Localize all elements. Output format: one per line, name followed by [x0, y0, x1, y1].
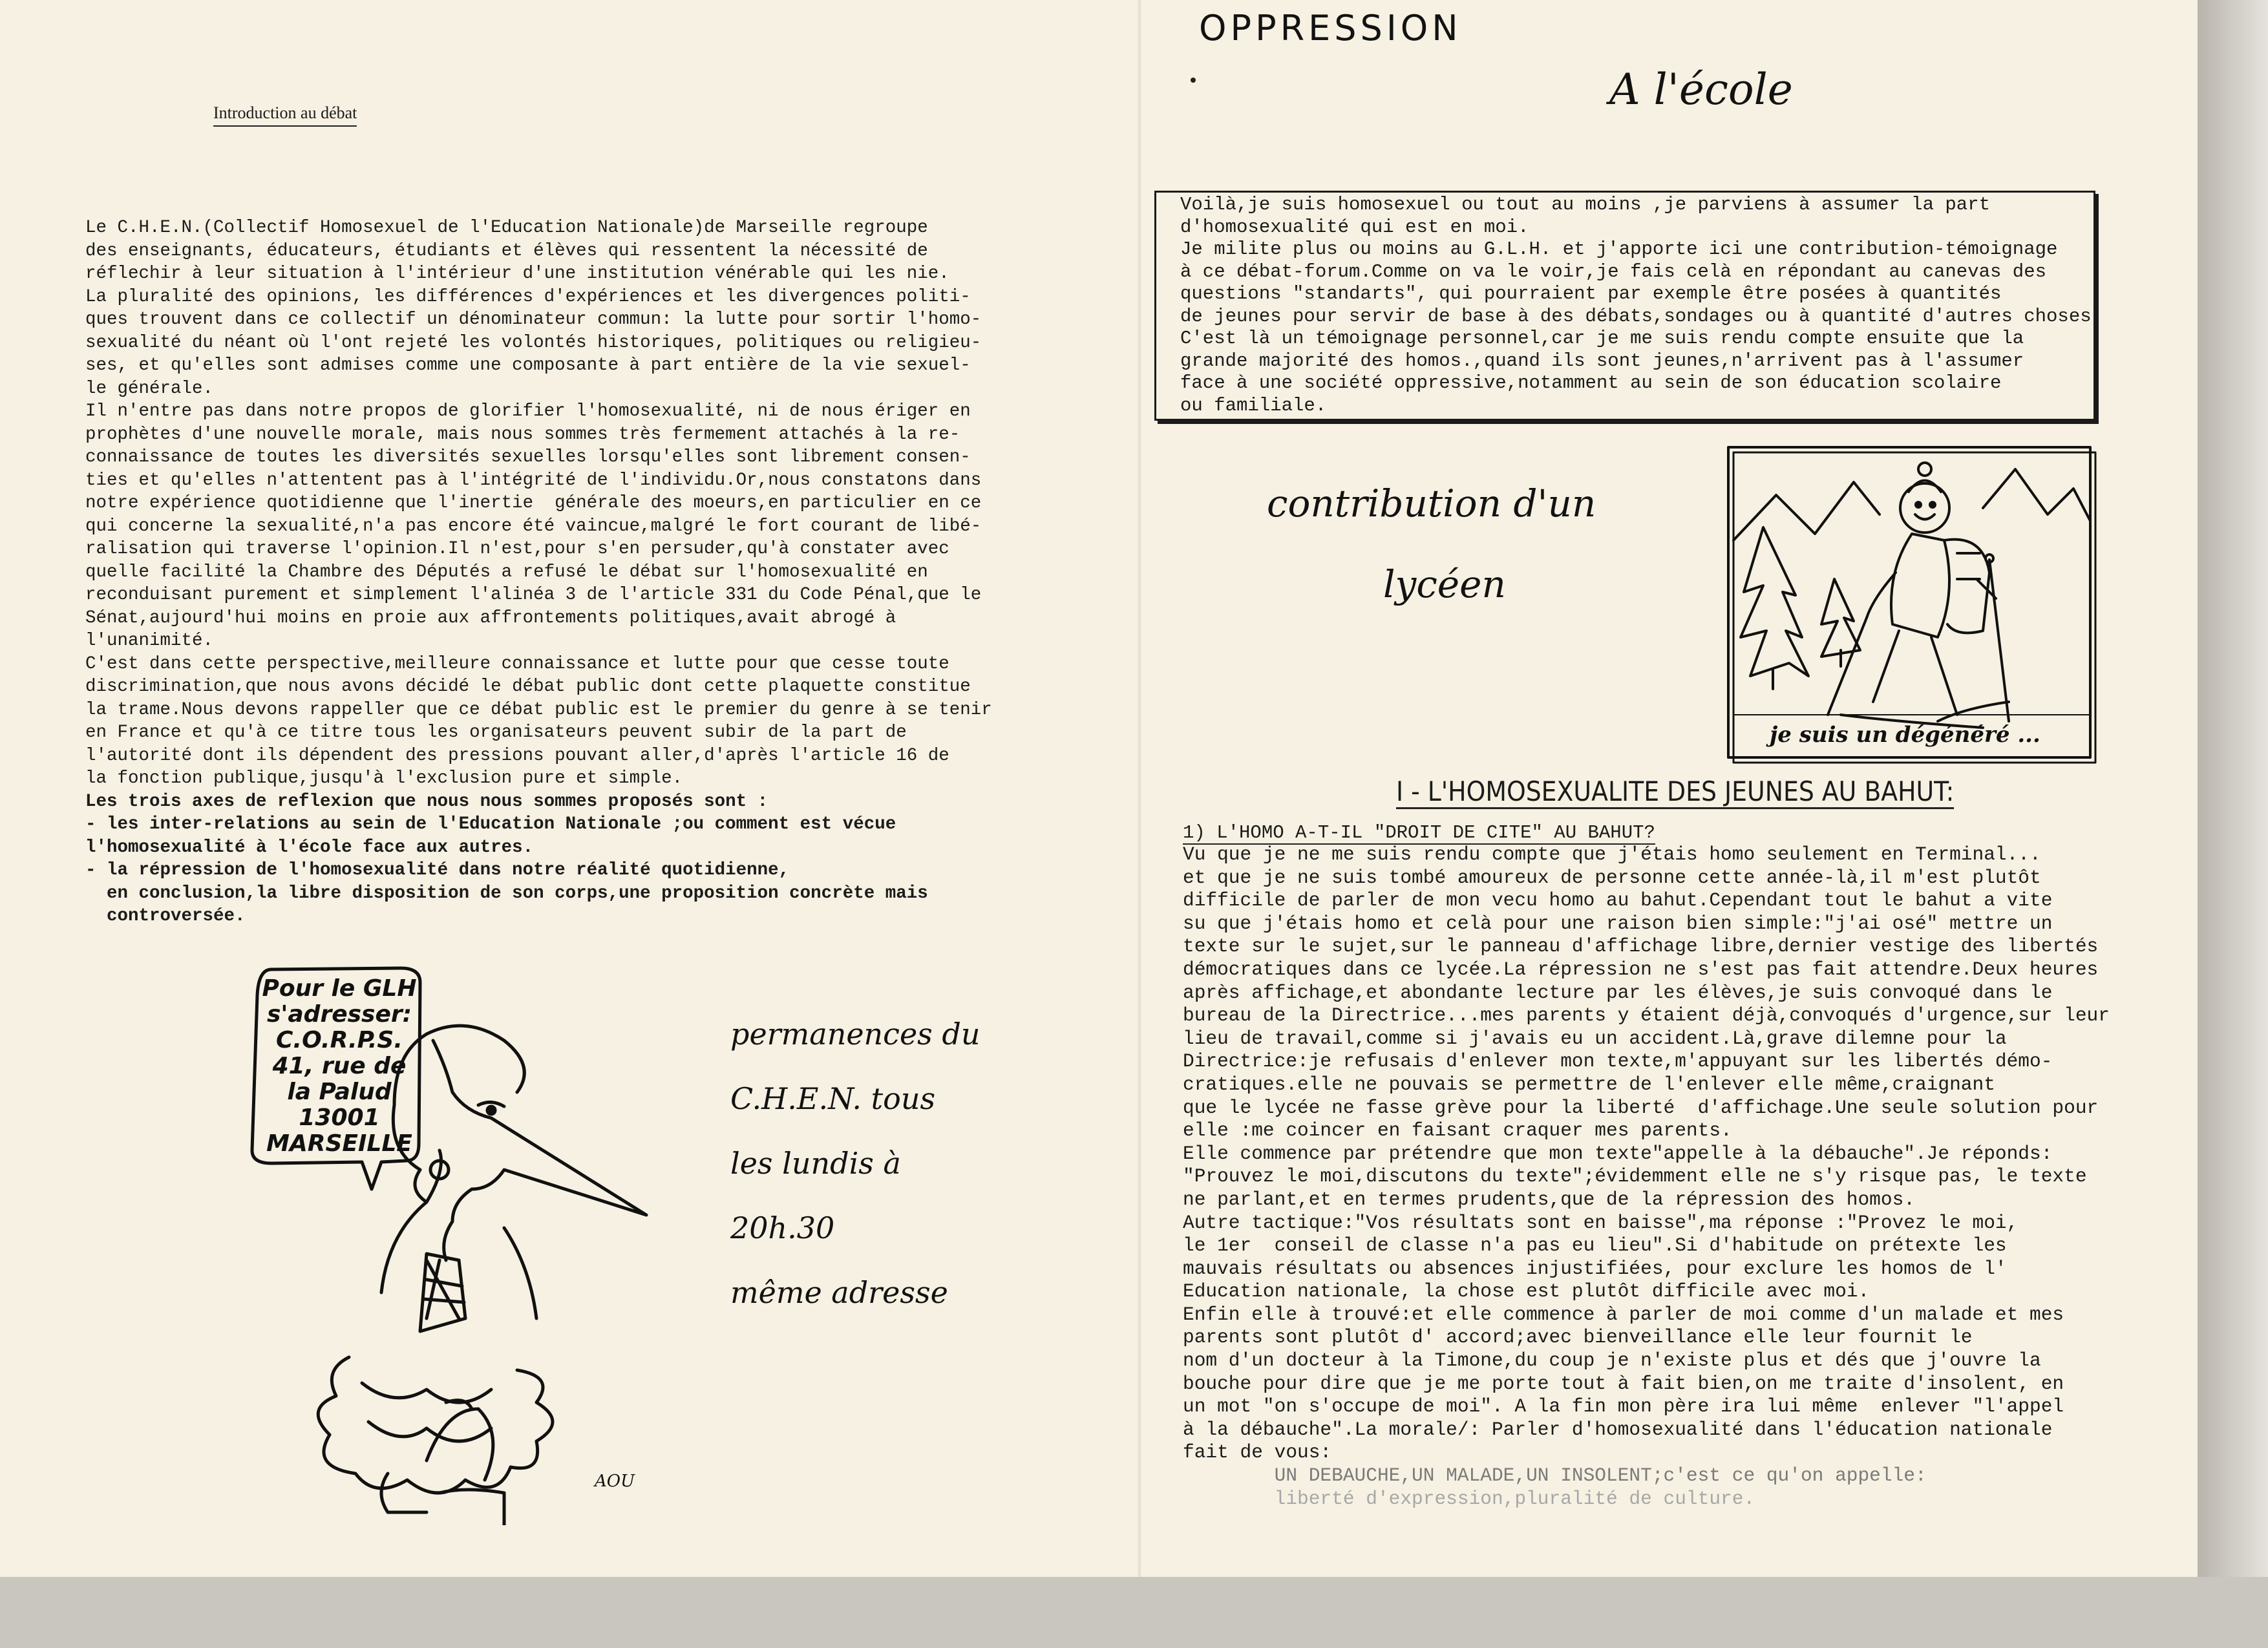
right-text-line: après affichage,et abondante lecture par les élèves,je suis convoqué dans le — [1183, 981, 2053, 1004]
left-text-line: La pluralité des opinions, les différences d'expériences et les divergences politi- — [85, 286, 971, 307]
faded-text-line: liberté d'expression,pluralité de culture. — [1183, 1487, 1755, 1510]
right-text-line: Autre tactique:"Vos résultats sont en baisse",ma réponse :"Provez le moi, — [1183, 1211, 2019, 1234]
left-text-line: - la répression de l'homosexualité dans notre réalité quotidienne, — [85, 860, 790, 880]
left-text-line: en conclusion,la libre disposition de son corps,une proposition concrète mais — [85, 883, 928, 903]
permanences-note — [730, 1002, 980, 1325]
left-text-line: la trame.Nous devons rappeller que ce débat public est le premier du genre à se tenir — [85, 699, 992, 720]
right-text-line: ne parlant,et en termes prudents,que de la répression des homos. — [1183, 1188, 1915, 1210]
right-text-line: lieu de travail,comme si j'avais eu un accident.Là,grave dilemne pour la — [1183, 1027, 2007, 1050]
right-text-line: bureau de la Directrice...mes parents y étaient déjà,convoqués d'urgence,sur leur — [1183, 1004, 2110, 1027]
box-text-line: ou familiale. — [1180, 394, 1327, 416]
left-text-line: l'homosexualité à l'école face aux autres. — [85, 837, 534, 858]
left-text-line: réflechir à leur situation à l'intérieur d'une institution vénérable qui les nie. — [85, 264, 949, 284]
right-text-line: parents sont plutôt d' accord;avec bienveillance elle leur fournit le — [1183, 1326, 1973, 1349]
scan-bottom-shadow — [0, 1577, 2268, 1648]
intro-title: Introduction au débat — [213, 103, 357, 127]
box-text-line: face à une société oppressive,notamment au sein de son éducation scolaire — [1180, 372, 2002, 394]
right-text-line: et que je ne suis tombé amoureux de personne cette année-là,il m'est plutôt — [1183, 866, 2041, 889]
right-text-line: Enfin elle à trouvé:et elle commence à parler de moi comme d'un malade et mes — [1183, 1303, 2064, 1326]
right-text-line: démocratiques dans ce lycée.La répression ne s'est pas fait attendre.Deux heures — [1183, 958, 2099, 980]
skier-cartoon — [1724, 443, 2099, 766]
faded-text-line: UN DEBAUCHE,UN MALADE,UN INSOLENT;c'est ce qu'on appelle: — [1183, 1464, 1927, 1487]
right-text-line: un mot "on s'occupe de moi". A la fin mon père ira lui même enlever "l'appel — [1183, 1395, 2064, 1418]
lady-cartoon — [233, 956, 672, 1525]
left-text-line: discrimination,que nous avons décidé le débat public dont cette plaquette constitue — [85, 677, 971, 697]
box-text-line: C'est là un témoignage personnel,car je me suis rendu compte ensuite que la — [1180, 328, 2024, 349]
right-text-line: elle :me coincer en faisant craquer mes parents. — [1183, 1119, 1732, 1142]
box-text-line: d'homosexualité qui est en moi. — [1180, 216, 1529, 238]
left-text-line: ralisation qui traverse l'opinion.Il n'est,pour s'en persuder,qu'à constater avec — [85, 539, 949, 559]
box-text-line: questions "standarts", qui pourraient par exemple être posées à quantités — [1180, 283, 2002, 304]
bubble-line: s'adresser: — [266, 1001, 412, 1028]
header-subtitle: A l'école — [1609, 65, 1793, 114]
right-text-line: Directrice:je refusais d'enlever mon texte,m'appuyant sur les libertés démo- — [1183, 1050, 2053, 1073]
right-text-line: fait de vous: — [1183, 1441, 1332, 1464]
left-text-line: sexualité du néant où l'ont rejeté les volontés historiques, politiques ou religieu- — [85, 332, 982, 353]
right-text-line: texte sur le sujet,sur le panneau d'affichage libre,dernier vestige des libertés — [1183, 935, 2099, 958]
left-text-line: notre expérience quotidienne que l'inertie générale des moeurs,en particulier en ce — [85, 493, 982, 513]
left-text-line: quelle facilité la Chambre des Députés a refusé le débat sur l'homosexualité en — [85, 562, 928, 582]
bubble-text — [259, 976, 420, 1157]
right-body-text — [1183, 843, 2110, 1510]
left-text-line: Sénat,aujourd'hui moins en proie aux affrontements politiques,avait abrogé à — [85, 607, 896, 628]
left-text-line: la fonction publique,jusqu'à l'exclusion pure et simple. — [85, 768, 683, 788]
bubble-line: MARSEILLE — [266, 1130, 412, 1157]
scan-edge-shadow — [2198, 0, 2268, 1577]
question-title: 1) L'HOMO A-T-IL "DROIT DE CITE" AU BAHUT? — [1183, 822, 1655, 843]
right-text-line: bouche pour dire que je me porte tout à fait bien,on me traite d'insolent, en — [1183, 1372, 2064, 1395]
bubble-line: 41, rue de — [272, 1053, 407, 1079]
left-text-line: Il n'entre pas dans notre propos de glorifier l'homosexualité, ni de nous ériger en — [85, 401, 971, 421]
box-text-line: grande majorité des homos.,quand ils sont jeunes,n'arrivent pas à l'assumer — [1180, 350, 2024, 372]
box-text-line: Je milite plus ou moins au G.L.H. et j'apporte ici une contribution-témoignage — [1180, 238, 2058, 260]
permanence-line: permanences du — [730, 1017, 980, 1051]
testimony-box-text — [1180, 194, 2103, 417]
right-text-line: à la débauche".La morale/: Parler d'homosexualité dans l'éducation nationale — [1183, 1418, 2053, 1441]
permanence-line: 20h.30 — [730, 1210, 835, 1245]
header-title: OPPRESSION — [1199, 8, 1462, 48]
right-text-line: mauvais résultats ou absences injustifiées, pour exclure les homos de l' — [1183, 1257, 2007, 1280]
right-text-line: su que j'étais homo et celà pour une raison bien simple:"j'ai osé" mettre un — [1183, 912, 2053, 935]
left-text-line: l'unanimité. — [85, 631, 214, 651]
section-title: I - L'HOMOSEXUALITE DES JEUNES AU BAHUT: — [1396, 776, 1954, 809]
contribution-line-1: contribution d'un — [1267, 481, 1596, 525]
bubble-line: C.O.R.P.S. — [275, 1027, 403, 1053]
right-text-line: Education nationale, la chose est plutôt difficile avec moi. — [1183, 1280, 1870, 1303]
right-text-line: cratiques.elle ne pouvais se permettre de l'enlever elle même,craignant — [1183, 1073, 1995, 1095]
contribution-line-2: lycéen — [1383, 562, 1506, 606]
left-text-line: reconduisant purement et simplement l'alinéa 3 de l'article 331 du Code Pénal,que le — [85, 585, 982, 605]
left-text-line: qui concerne la sexualité,n'a pas encore été vaincue,malgré le fort courant de libé- — [85, 516, 982, 536]
right-text-line: que le lycée ne fasse grève pour la liberté d'affichage.Une seule solution pour — [1183, 1096, 2099, 1119]
ink-dot — [1191, 78, 1196, 83]
bubble-line: la Palud — [287, 1079, 392, 1105]
center-fold — [1138, 0, 1141, 1577]
permanence-line: C.H.E.N. tous — [730, 1081, 936, 1116]
cartoon-caption: je suis un dégénéré ... — [1770, 722, 2040, 748]
right-text-line: Elle commence par prétendre que mon texte"appelle à la débauche".Je réponds: — [1183, 1142, 2053, 1165]
box-text-line: de jeunes pour servir de base à des débats,sondages ou à quantité d'autres choses. — [1180, 305, 2103, 327]
bubble-line: Pour le GLH — [262, 976, 417, 1002]
left-text-line: controversée. — [85, 906, 246, 926]
left-body-text — [85, 217, 1068, 928]
signature: AOU — [595, 1472, 635, 1491]
bubble-line: 13001 — [299, 1104, 380, 1131]
left-text-line: en France et qu'à ce titre tous les organisateurs peuvent subir de la part de — [85, 723, 907, 743]
left-text-line: Les trois axes de reflexion que nous nous sommes proposés sont : — [85, 791, 768, 812]
right-text-line: "Prouvez le moi,discutons du texte";évidemment elle ne s'y risque pas, le texte — [1183, 1165, 2087, 1188]
right-text-line: le 1er conseil de classe n'a pas eu lieu".Si d'habitude on prétexte les — [1183, 1234, 2007, 1257]
right-text-line: difficile de parler de mon vecu homo au bahut.Cependant tout le bahut a vite — [1183, 889, 2053, 912]
box-text-line: Voilà,je suis homosexuel ou tout au moins ,je parviens à assumer la part — [1180, 194, 1991, 215]
box-text-line: à ce débat-forum.Comme on va le voir,je fais celà en répondant au canevas des — [1180, 260, 2047, 282]
left-text-line: ties et qu'elles n'attentent pas à l'intégrité de l'individu.Or,nous constatons dans — [85, 470, 982, 491]
left-text-line: connaissance de toutes les diversités sexuelles lorsqu'elles sont librement consen- — [85, 447, 971, 467]
left-text-line: l'autorité dont ils dépendent des pressions pouvant aller,d'après l'article 16 de — [85, 745, 949, 766]
left-text-line: des enseignants, éducateurs, étudiants et élèves qui ressentent la nécessité de — [85, 240, 928, 261]
left-text-line: ques trouvent dans ce collectif un dénominateur commun: la lutte pour sortir l'homo- — [85, 310, 982, 330]
right-text-line: nom d'un docteur à la Timone,du coup je n'existe plus et dés que j'ouvre la — [1183, 1349, 2041, 1372]
left-text-line: le générale. — [85, 378, 214, 399]
permanence-line: même adresse — [730, 1275, 948, 1310]
right-text-line: Vu que je ne me suis rendu compte que j'étais homo seulement en Terminal... — [1183, 843, 2041, 865]
left-text-line: Le C.H.E.N.(Collectif Homosexuel de l'Education Nationale)de Marseille regroupe — [85, 218, 928, 238]
permanence-line: les lundis à — [730, 1146, 901, 1181]
left-text-line: C'est dans cette perspective,meilleure connaissance et lutte pour que cesse toute — [85, 653, 949, 674]
left-text-line: ses, et qu'elles sont admises comme une composante à part entière de la vie sexuel- — [85, 355, 971, 375]
left-text-line: prophètes d'une nouvelle morale, mais nous sommes très fermement attachés à la re- — [85, 424, 960, 445]
left-text-line: - les inter-relations au sein de l'Education Nationale ;ou comment est vécue — [85, 814, 896, 834]
